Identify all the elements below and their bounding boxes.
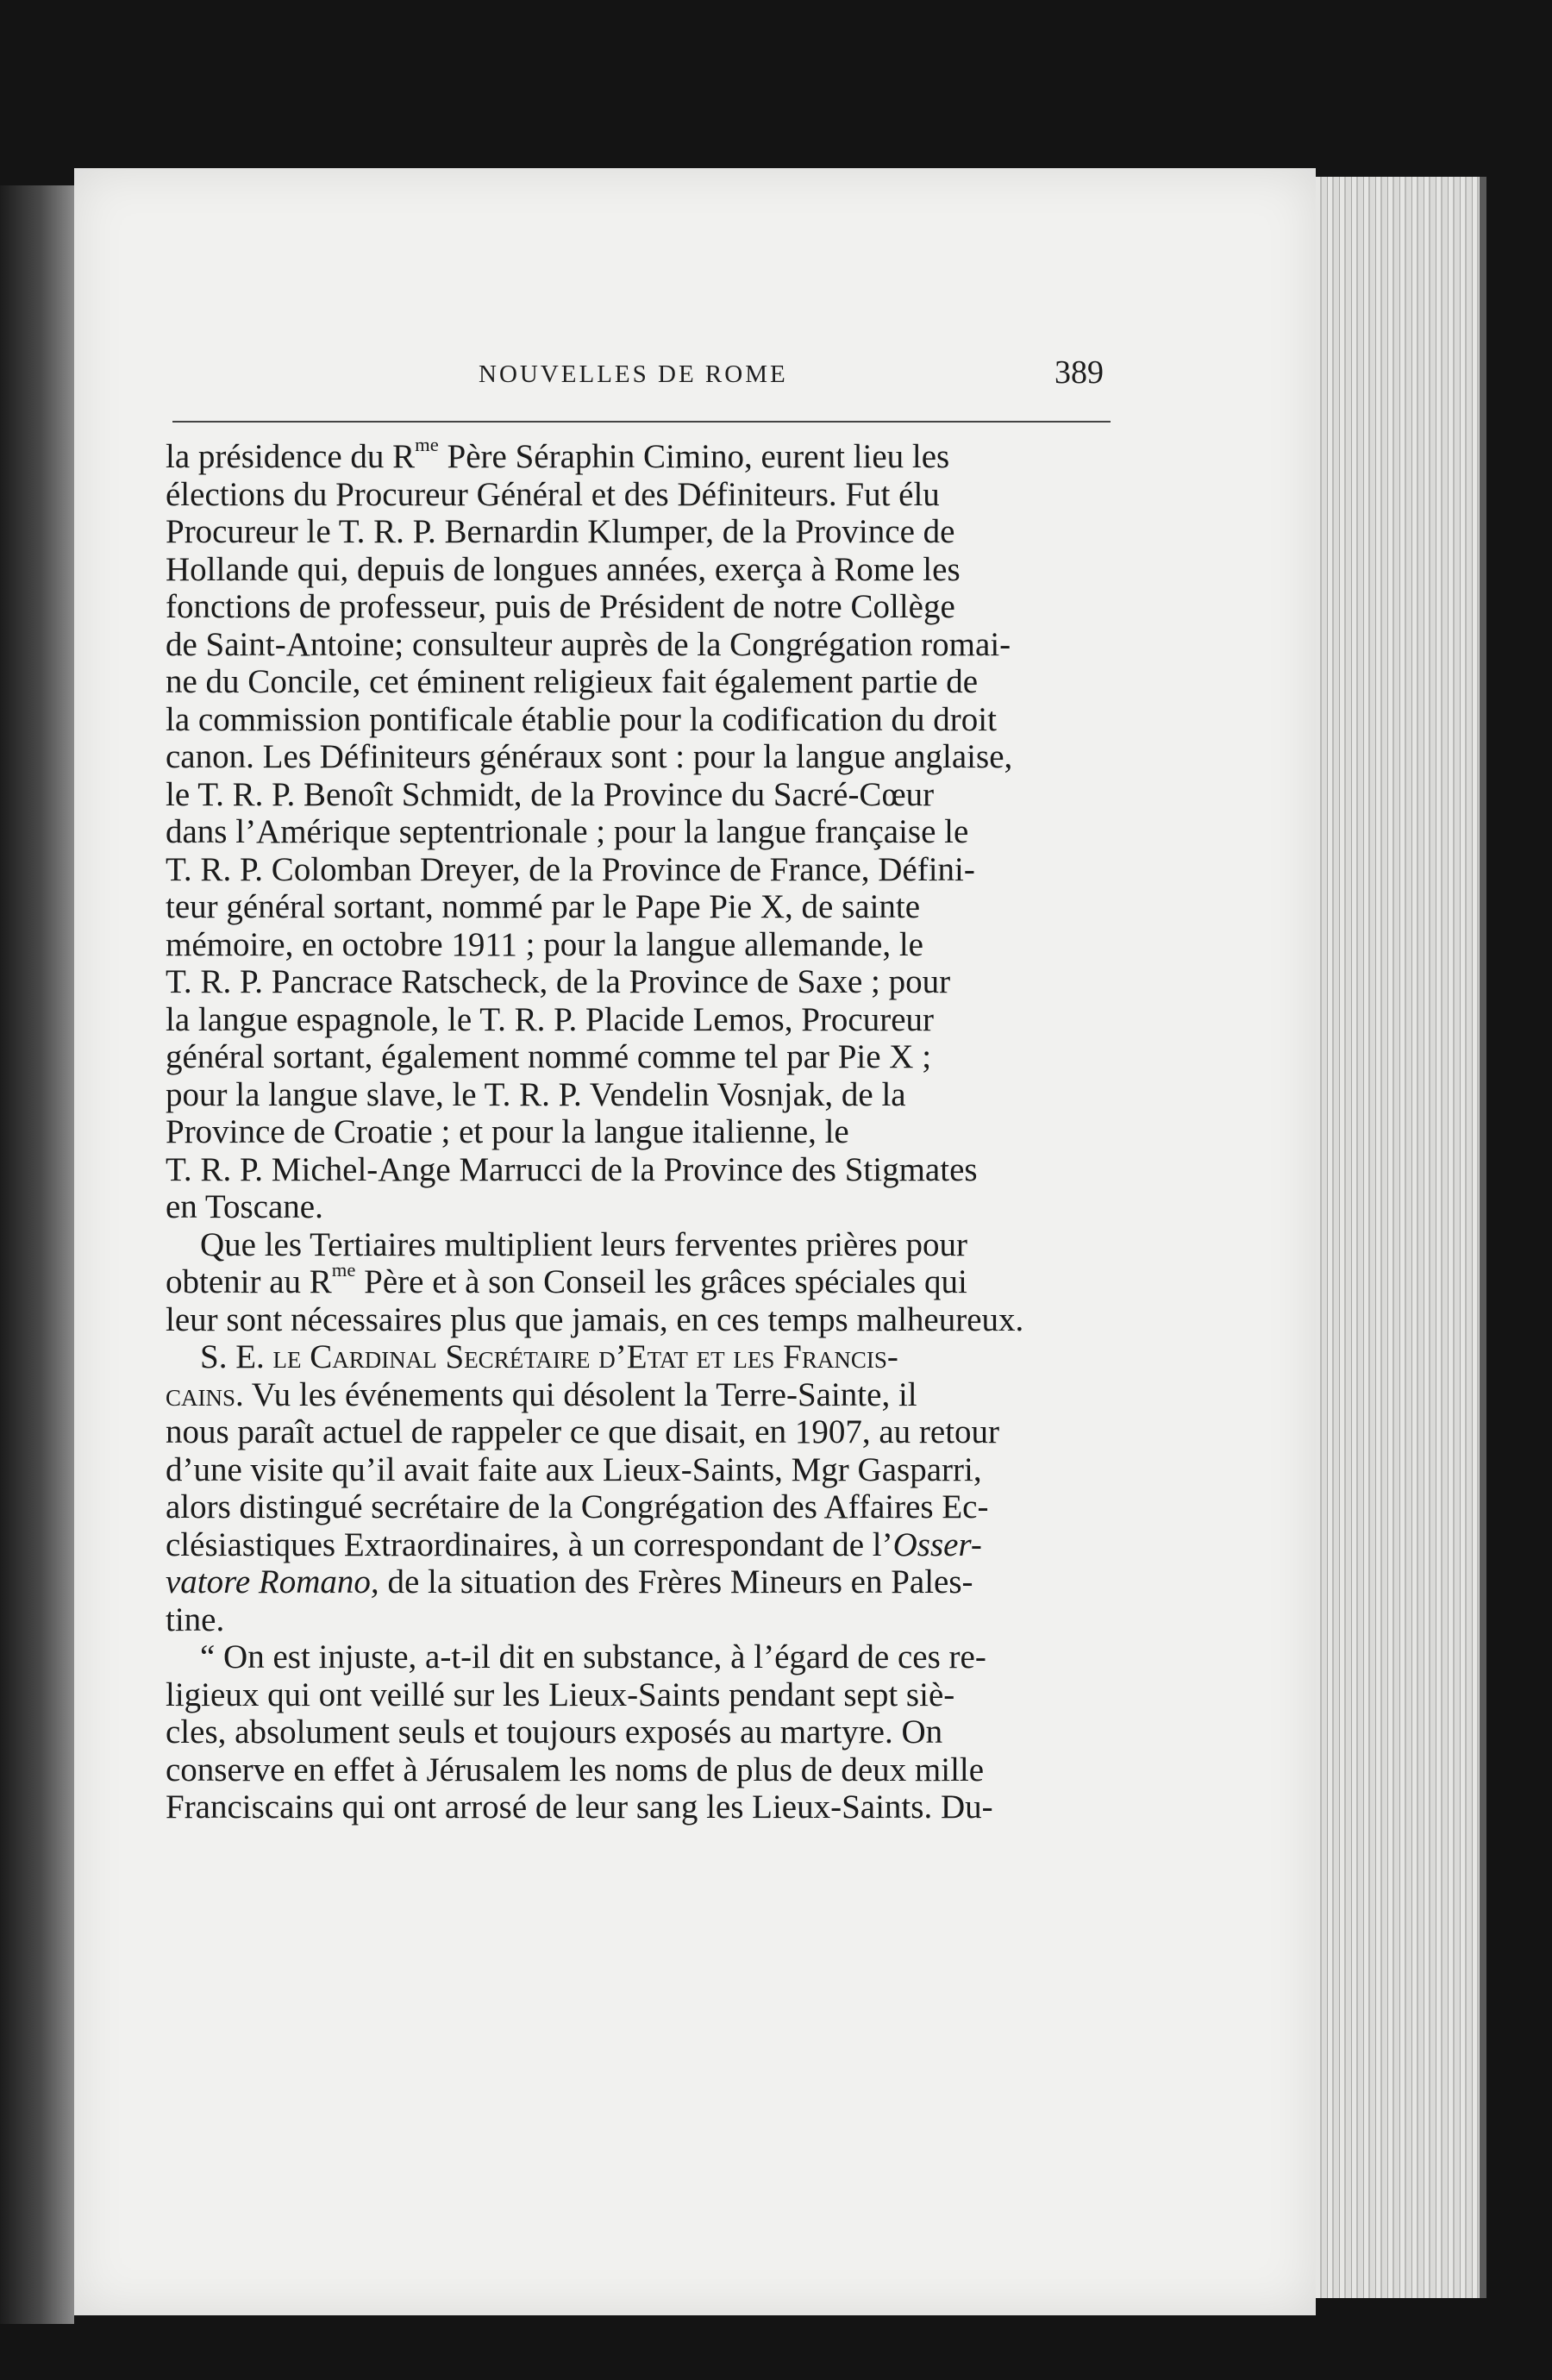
- running-title: NOUVELLES DE ROME: [479, 360, 788, 388]
- text-line: T. R. P. Pancrace Ratscheck, de la Province de Saxe ; pour: [166, 963, 951, 1000]
- text-line: canon. Les Définiteurs généraux sont : pour la langue anglaise,: [166, 738, 1013, 775]
- text-line: élections du Procureur Général et des Définiteurs. Fut élu: [166, 475, 940, 513]
- text-line: [166, 1526, 1114, 1564]
- text-line: le T. R. P. Benoît Schmidt, de la Province du Sacré-Cœur: [166, 775, 935, 813]
- text-line: cles, absolument seuls et toujours exposés au martyre. On: [166, 1713, 943, 1751]
- text-line: tine.: [166, 1600, 225, 1638]
- text-line: fonctions de professeur, puis de Président de notre Collège: [166, 588, 955, 625]
- line-segment: vatore Romano, de la situation des Frères Mineurs en Pales-: [166, 1563, 973, 1600]
- text-line: Que les Tertiaires multiplient leurs ferventes prières pour: [200, 1225, 968, 1263]
- text-line: T. R. P. Colomban Dreyer, de la Province de France, Défini-: [166, 850, 975, 888]
- text-line: Province de Croatie ; et pour la langue italienne, le: [166, 1113, 849, 1150]
- text-line: en Toscane.: [166, 1188, 323, 1225]
- text-line: “ On est injuste, a-t-il dit en substance, à l’égard de ces re-: [200, 1638, 986, 1675]
- text-line: Hollande qui, depuis de longues années, exerça à Rome les: [166, 550, 961, 588]
- text-line: [166, 1258, 1114, 1301]
- text-line: la langue espagnole, le T. R. P. Placide Lemos, Procureur: [166, 1000, 935, 1038]
- facing-page-edge: [0, 185, 74, 2324]
- text-line: Franciscains qui ont arrosé de leur sang les Lieux-Saints. Du-: [166, 1788, 993, 1826]
- line-segment: la présidence du $R^{me}$ Père Séraphin Cimino, eurent lieu les: [166, 433, 950, 475]
- line-segment: cains. Vu les événements qui désolent la Terre-Sainte, il: [166, 1375, 917, 1413]
- body-text: [166, 433, 1114, 1826]
- text-line: conserve en effet à Jérusalem les noms de plus de deux mille: [166, 1751, 985, 1788]
- text-line: T. R. P. Michel-Ange Marrucci de la Province des Stigmates: [166, 1150, 978, 1188]
- text-line: d’une visite qu’il avait faite aux Lieux-Saints, Mgr Gasparri,: [166, 1450, 982, 1488]
- text-line: ne du Concile, cet éminent religieux fait également partie de: [166, 663, 979, 700]
- text-line: Procureur le T. R. P. Bernardin Klumper, de la Province de: [166, 513, 955, 550]
- text-line: teur général sortant, nommé par le Pape Pie X, de sainte: [166, 888, 921, 925]
- text-line: ligieux qui ont veillé sur les Lieux-Saints pendant sept siè-: [166, 1675, 955, 1713]
- page-stack-edge: [1316, 177, 1480, 2298]
- page-stack-shadow: [1480, 177, 1486, 2298]
- text-line: [166, 1376, 1114, 1414]
- page-number: 389: [1054, 354, 1104, 391]
- text-line: de Saint-Antoine; consulteur auprès de la Congrégation romai-: [166, 625, 1011, 663]
- line-segment: obtenir au $R^{me}$ Père et à son Conseil les grâces spéciales qui: [166, 1258, 967, 1300]
- text-line: alors distingué secrétaire de la Congrégation des Affaires Ec-: [166, 1488, 989, 1525]
- text-line: dans l’Amérique septentrionale ; pour la langue française le: [166, 813, 969, 850]
- header-rule: [172, 421, 1111, 423]
- text-line: la commission pontificale établie pour la codification du droit: [166, 700, 997, 738]
- text-line: [166, 433, 1114, 476]
- text-line: leur sont nécessaires plus que jamais, en ces temps malheureux.: [166, 1300, 1024, 1338]
- text-line: [166, 1338, 1114, 1376]
- running-head: [172, 345, 1121, 405]
- line-segment: clésiastiques Extraordinaires, à un correspondant de l’Osser-: [166, 1525, 982, 1563]
- text-line: nous paraît actuel de rappeler ce que disait, en 1907, au retour: [166, 1413, 1000, 1450]
- text-line: [166, 1563, 1114, 1601]
- line-segment: S. E. le Cardinal Secrétaire d’Etat et les Francis-: [200, 1338, 898, 1375]
- text-line: pour la langue slave, le T. R. P. Vendelin Vosnjak, de la: [166, 1075, 906, 1113]
- text-line: mémoire, en octobre 1911 ; pour la langue allemande, le: [166, 925, 923, 963]
- text-line: général sortant, également nommé comme tel par Pie X ;: [166, 1038, 932, 1075]
